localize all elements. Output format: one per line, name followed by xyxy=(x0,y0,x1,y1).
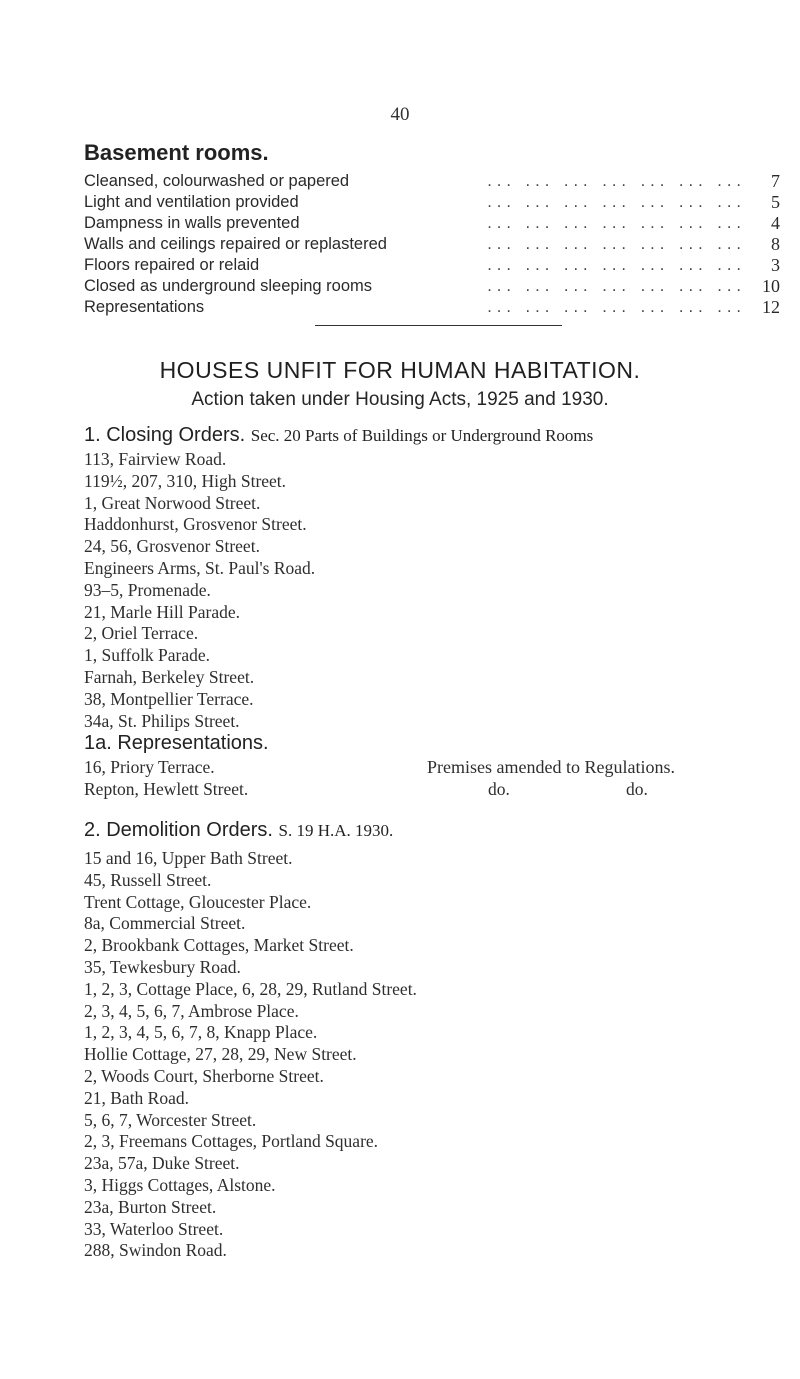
leader-dots: ... ... ... ... ... ... ... xyxy=(487,256,746,274)
page-subtitle: Action taken under Housing Acts, 1925 and 1930. xyxy=(191,389,609,410)
list-item: 34a, St. Philips Street. xyxy=(84,710,240,731)
list-item: 24, 56, Grosvenor Street. xyxy=(84,536,260,557)
page-title: HOUSES UNFIT FOR HUMAN HABITATION. xyxy=(159,357,641,383)
row-value: 7 xyxy=(771,171,780,191)
list-item: 119½, 207, 310, High Street. xyxy=(84,470,287,491)
demolition-orders-heading xyxy=(84,817,794,844)
list-item: 45, Russell Street. xyxy=(84,869,212,890)
closing-orders-section xyxy=(84,422,794,732)
list-item: 21, Bath Road. xyxy=(84,1087,189,1108)
list-item: Haddonhurst, Grosvenor Street. xyxy=(84,514,307,535)
leader-dots: ... ... ... ... ... ... ... xyxy=(487,298,746,316)
rep-action: Premises amended to Regulations. xyxy=(427,757,675,777)
closing-orders-note: Sec. 20 Parts of Buildings or Underground Rooms xyxy=(250,426,594,445)
row-label: Cleansed, colourwashed or papered xyxy=(84,171,355,192)
row-value: 8 xyxy=(771,234,780,254)
rep-address: Repton, Hewlett Street. xyxy=(84,778,249,799)
list-item: 21, Marle Hill Parade. xyxy=(84,601,240,622)
list-item: Hollie Cottage, 27, 28, 29, New Street. xyxy=(84,1044,357,1065)
list-item: 33, Waterloo Street. xyxy=(84,1218,224,1239)
basement-row xyxy=(84,213,780,234)
row-label: Representations xyxy=(84,297,210,318)
demolition-orders-section xyxy=(84,817,794,1262)
list-item: 2, Brookbank Cottages, Market Street. xyxy=(84,935,354,956)
demolition-orders-title: 2. Demolition Orders. xyxy=(84,819,273,841)
closing-orders-list xyxy=(84,449,794,732)
list-item: 35, Tewkesbury Road. xyxy=(84,956,241,977)
list-item: 38, Montpellier Terrace. xyxy=(84,688,254,709)
list-item: 288, Swindon Road. xyxy=(84,1240,227,1261)
representations-heading: 1a. Representations. xyxy=(84,732,269,754)
list-item: 23a, Burton Street. xyxy=(84,1196,217,1217)
basement-row xyxy=(84,234,780,255)
list-item: Engineers Arms, St. Paul's Road. xyxy=(84,557,316,578)
row-value: 10 xyxy=(762,276,780,296)
list-item: 1, 2, 3, Cottage Place, 6, 28, 29, Rutland Street. xyxy=(84,978,417,999)
demolition-orders-note: S. 19 H.A. 1930. xyxy=(278,821,394,840)
closing-orders-title: 1. Closing Orders. xyxy=(84,424,246,446)
list-item: 2, 3, Freemans Cottages, Portland Square. xyxy=(84,1131,379,1152)
rep-action-ditto: do. xyxy=(626,778,648,799)
list-item: 8a, Commercial Street. xyxy=(84,913,246,934)
representations-section xyxy=(84,730,794,800)
row-label: Dampness in walls prevented xyxy=(84,213,306,234)
list-item: 1, Great Norwood Street. xyxy=(84,492,261,513)
row-value: 5 xyxy=(771,192,780,212)
row-label: Walls and ceilings repaired or replastered xyxy=(84,234,393,255)
list-item: Trent Cottage, Gloucester Place. xyxy=(84,891,312,912)
list-item: 23a, 57a, Duke Street. xyxy=(84,1153,240,1174)
row-value: 12 xyxy=(762,297,780,317)
basement-title: Basement rooms. xyxy=(84,140,269,165)
leader-dots: ... ... ... ... ... ... ... xyxy=(487,277,746,295)
row-label: Floors repaired or relaid xyxy=(84,255,265,276)
basement-list xyxy=(84,171,780,318)
rep-action-ditto: do. xyxy=(488,778,510,799)
closing-orders-heading xyxy=(84,422,794,449)
list-item: 1, 2, 3, 4, 5, 6, 7, 8, Knapp Place. xyxy=(84,1022,318,1043)
list-item: 2, Oriel Terrace. xyxy=(84,623,199,644)
section-divider xyxy=(315,325,562,326)
leader-dots: ... ... ... ... ... ... ... xyxy=(487,214,746,232)
row-value: 3 xyxy=(771,255,780,275)
basement-row xyxy=(84,276,780,297)
list-item: 15 and 16, Upper Bath Street. xyxy=(84,848,293,868)
page-number: 40 xyxy=(390,104,410,125)
leader-dots: ... ... ... ... ... ... ... xyxy=(487,193,746,211)
rep-address: 16, Priory Terrace. xyxy=(84,757,215,777)
row-value: 4 xyxy=(771,213,780,233)
list-item: 2, Woods Court, Sherborne Street. xyxy=(84,1065,324,1086)
row-label: Closed as underground sleeping rooms xyxy=(84,276,378,297)
row-label: Light and ventilation provided xyxy=(84,192,305,213)
list-item: 93–5, Promenade. xyxy=(84,579,211,600)
leader-dots: ... ... ... ... ... ... ... xyxy=(487,235,746,253)
list-item: 2, 3, 4, 5, 6, 7, Ambrose Place. xyxy=(84,1000,299,1021)
leader-dots: ... ... ... ... ... ... ... xyxy=(487,172,746,190)
representation-row xyxy=(84,779,794,801)
basement-row xyxy=(84,192,780,213)
demolition-orders-list xyxy=(84,848,794,1262)
list-item: 1, Suffolk Parade. xyxy=(84,645,211,666)
list-item: 5, 6, 7, Worcester Street. xyxy=(84,1109,257,1130)
list-item: Farnah, Berkeley Street. xyxy=(84,666,255,687)
basement-row xyxy=(84,255,780,276)
list-item: 3, Higgs Cottages, Alstone. xyxy=(84,1174,276,1195)
basement-row xyxy=(84,171,780,192)
representation-row xyxy=(84,757,794,779)
list-item: 113, Fairview Road. xyxy=(84,449,227,469)
basement-row xyxy=(84,297,780,318)
